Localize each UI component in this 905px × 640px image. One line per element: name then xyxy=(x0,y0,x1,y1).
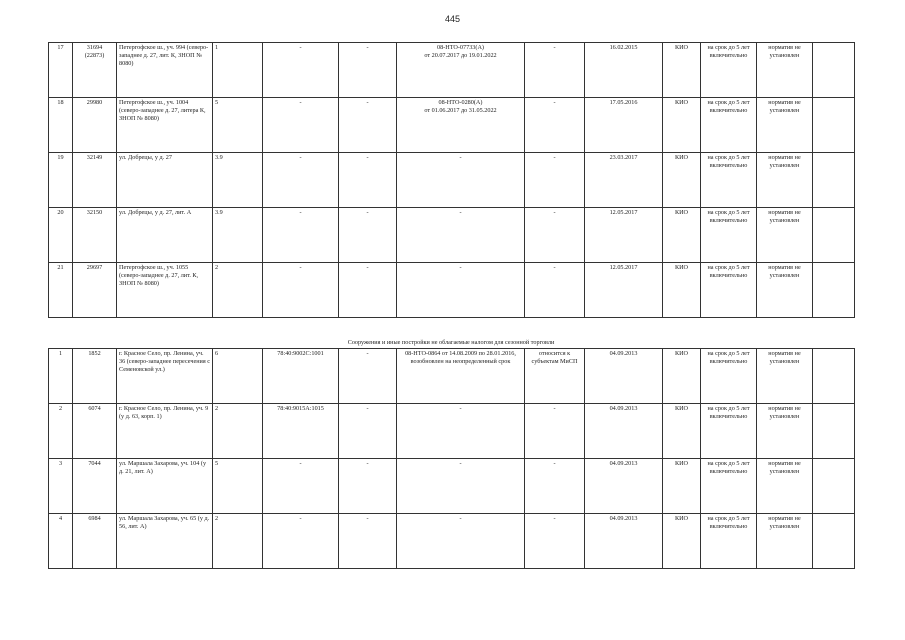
cell-extra xyxy=(813,349,855,404)
cell-address: ул. Добрецы, у д. 27 xyxy=(117,153,213,208)
cell-doc: - xyxy=(397,263,525,318)
cell-id: 32150 xyxy=(73,208,117,263)
cell-subject: - xyxy=(525,263,585,318)
cell-cadastral: - xyxy=(263,263,339,318)
cell-col5: - xyxy=(339,459,397,514)
cell-area: 5 xyxy=(213,459,263,514)
cell-norm: норматив не установлен xyxy=(757,43,813,98)
page-number: 445 xyxy=(444,14,461,24)
cell-id: 6984 xyxy=(73,514,117,569)
cell-extra xyxy=(813,263,855,318)
cell-term: на срок до 5 лет включительно xyxy=(701,43,757,98)
cell-subject: - xyxy=(525,153,585,208)
table-row xyxy=(49,153,855,208)
cell-extra xyxy=(813,208,855,263)
cell-term: на срок до 5 лет включительно xyxy=(701,459,757,514)
cell-address: г. Красное Село, пр. Ленина, уч. 36 (северо-западнее пересечения с Семеновской ул.) xyxy=(117,349,213,404)
cell-subject: - xyxy=(525,459,585,514)
cell-doc: - xyxy=(397,153,525,208)
cell-col5: - xyxy=(339,263,397,318)
cell-kio: КИО xyxy=(663,404,701,459)
cell-id: 1852 xyxy=(73,349,117,404)
cell-date: 16.02.2015 xyxy=(585,43,663,98)
cell-num: 19 xyxy=(49,153,73,208)
cell-address: Петергофское ш., уч. 994 (северо-западнее д. 27, лит. К, ЗНОП № 8080) xyxy=(117,43,213,98)
cell-area: 1 xyxy=(213,43,263,98)
cell-kio: КИО xyxy=(663,98,701,153)
cell-col5: - xyxy=(339,98,397,153)
cell-doc: - xyxy=(397,208,525,263)
cell-id: 31694 (22873) xyxy=(73,43,117,98)
cell-col5: - xyxy=(339,153,397,208)
cell-doc: 08-НТО-0280(А) от 01.06.2017 до 31.05.2022 xyxy=(397,98,525,153)
cell-doc: 08-НТО-0864 от 14.08.2009 по 28.01.2016, возобновлен на неопределенный срок xyxy=(397,349,525,404)
table-row xyxy=(49,208,855,263)
cell-term: на срок до 5 лет включительно xyxy=(701,98,757,153)
cell-date: 04.09.2013 xyxy=(585,514,663,569)
cell-date: 12.05.2017 xyxy=(585,263,663,318)
cell-doc: - xyxy=(397,404,525,459)
cell-term: на срок до 5 лет включительно xyxy=(701,263,757,318)
cell-area: 2 xyxy=(213,404,263,459)
cell-subject: относится к субъектам МиСП xyxy=(525,349,585,404)
cell-cadastral: - xyxy=(263,514,339,569)
cell-id: 32149 xyxy=(73,153,117,208)
cell-norm: норматив не установлен xyxy=(757,349,813,404)
cell-num: 17 xyxy=(49,43,73,98)
cell-kio: КИО xyxy=(663,514,701,569)
cell-col5: - xyxy=(339,404,397,459)
cell-num: 21 xyxy=(49,263,73,318)
cell-norm: норматив не установлен xyxy=(757,208,813,263)
cell-id: 29980 xyxy=(73,98,117,153)
cell-address: г. Красное Село, пр. Ленина, уч. 9 (у д. 63, корп. 1) xyxy=(117,404,213,459)
cell-cadastral: - xyxy=(263,43,339,98)
table-row xyxy=(49,43,855,98)
cell-area: 3.9 xyxy=(213,208,263,263)
cell-num: 18 xyxy=(49,98,73,153)
table-top xyxy=(48,42,855,318)
cell-address: ул. Маршала Захарова, уч. 65 (у д. 56, лит. А) xyxy=(117,514,213,569)
cell-area: 5 xyxy=(213,98,263,153)
table-row xyxy=(49,459,855,514)
section-heading: Сооружения и иные постройки не облагаемые налогом для сезонной торговли xyxy=(347,339,555,346)
cell-num: 2 xyxy=(49,404,73,459)
cell-kio: КИО xyxy=(663,263,701,318)
cell-kio: КИО xyxy=(663,153,701,208)
cell-doc: - xyxy=(397,459,525,514)
cell-term: на срок до 5 лет включительно xyxy=(701,208,757,263)
cell-id: 6074 xyxy=(73,404,117,459)
cell-norm: норматив не установлен xyxy=(757,153,813,208)
cell-kio: КИО xyxy=(663,43,701,98)
cell-id: 29697 xyxy=(73,263,117,318)
cell-norm: норматив не установлен xyxy=(757,263,813,318)
table-row xyxy=(49,263,855,318)
cell-col5: - xyxy=(339,514,397,569)
cell-kio: КИО xyxy=(663,349,701,404)
cell-extra xyxy=(813,459,855,514)
table-row xyxy=(49,349,855,404)
cell-kio: КИО xyxy=(663,208,701,263)
cell-cadastral: - xyxy=(263,459,339,514)
cell-area: 6 xyxy=(213,349,263,404)
cell-norm: норматив не установлен xyxy=(757,404,813,459)
cell-num: 1 xyxy=(49,349,73,404)
cell-doc: 08-НТО-07733(А) от 20.07.2017 до 19.01.2022 xyxy=(397,43,525,98)
cell-extra xyxy=(813,98,855,153)
cell-doc: - xyxy=(397,514,525,569)
cell-address: ул. Маршала Захарова, уч. 104 (у д. 21, лит. А) xyxy=(117,459,213,514)
cell-id: 7044 xyxy=(73,459,117,514)
table-row xyxy=(49,98,855,153)
cell-cadastral: - xyxy=(263,208,339,263)
cell-norm: норматив не установлен xyxy=(757,459,813,514)
cell-area: 2 xyxy=(213,514,263,569)
cell-cadastral: 78:40:9002С:1001 xyxy=(263,349,339,404)
cell-date: 17.05.2016 xyxy=(585,98,663,153)
cell-num: 4 xyxy=(49,514,73,569)
table-row xyxy=(49,404,855,459)
cell-term: на срок до 5 лет включительно xyxy=(701,404,757,459)
cell-date: 04.09.2013 xyxy=(585,349,663,404)
cell-kio: КИО xyxy=(663,459,701,514)
cell-cadastral: 78:40:9015А:1015 xyxy=(263,404,339,459)
cell-col5: - xyxy=(339,208,397,263)
cell-subject: - xyxy=(525,404,585,459)
cell-subject: - xyxy=(525,208,585,263)
cell-subject: - xyxy=(525,98,585,153)
cell-norm: норматив не установлен xyxy=(757,514,813,569)
cell-extra xyxy=(813,404,855,459)
cell-extra xyxy=(813,153,855,208)
cell-address: Петергофское ш., уч. 1055 (северо-западнее д. 27, лит. К, ЗНОП № 8080) xyxy=(117,263,213,318)
cell-subject: - xyxy=(525,43,585,98)
cell-col5: - xyxy=(339,349,397,404)
cell-date: 23.03.2017 xyxy=(585,153,663,208)
cell-date: 04.09.2013 xyxy=(585,404,663,459)
cell-address: ул. Добрецы, у д. 27, лит. А xyxy=(117,208,213,263)
cell-num: 3 xyxy=(49,459,73,514)
cell-num: 20 xyxy=(49,208,73,263)
table-bottom xyxy=(48,348,855,569)
cell-date: 12.05.2017 xyxy=(585,208,663,263)
cell-date: 04.09.2013 xyxy=(585,459,663,514)
cell-norm: норматив не установлен xyxy=(757,98,813,153)
cell-area: 2 xyxy=(213,263,263,318)
cell-subject: - xyxy=(525,514,585,569)
cell-extra xyxy=(813,43,855,98)
cell-extra xyxy=(813,514,855,569)
cell-address: Петергофское ш., уч. 1004 (северо-западнее д. 27, литера К, ЗНОП № 8080) xyxy=(117,98,213,153)
table-row xyxy=(49,514,855,569)
cell-cadastral: - xyxy=(263,98,339,153)
cell-area: 3.9 xyxy=(213,153,263,208)
cell-term: на срок до 5 лет включительно xyxy=(701,349,757,404)
cell-term: на срок до 5 лет включительно xyxy=(701,514,757,569)
cell-term: на срок до 5 лет включительно xyxy=(701,153,757,208)
cell-cadastral: - xyxy=(263,153,339,208)
cell-col5: - xyxy=(339,43,397,98)
